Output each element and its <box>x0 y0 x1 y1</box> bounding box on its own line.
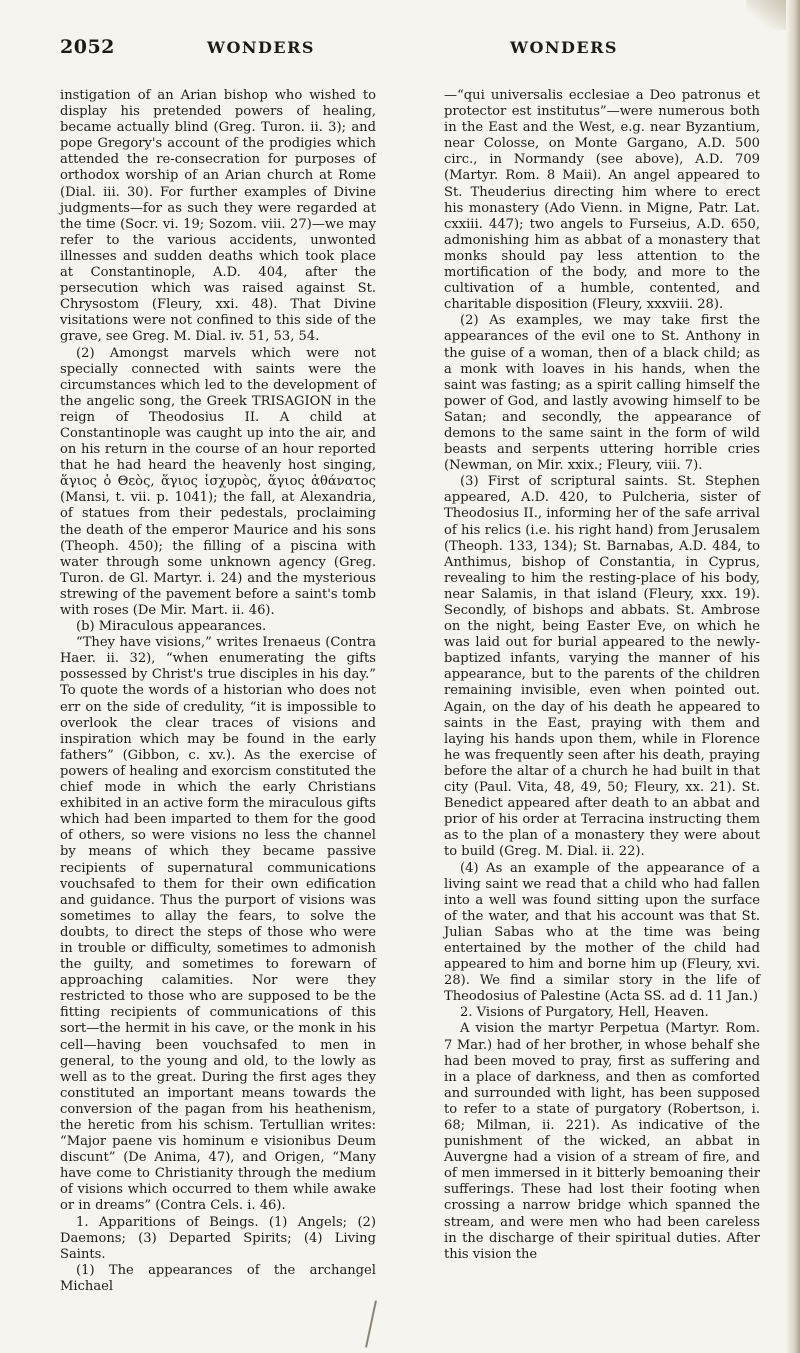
paragraph: A vision the martyr Perpetua (Martyr. Rom. 7 Mar.) had of her brother, in whose behalf she had been moved to pray, first as suffering and in a place of darkness, and then as comforted and surrounded with light, has been supposed to refer to a state of purgatory (Robertson, i. 68; Milman, ii. 221). As indicative of the punishment of the wicked, an abbat in Auvergne had a vision of a stream of fire, and of men immersed in it bitterly bemoaning their sufferings. These had lost their footing when crossing a narrow bridge which spanned the stream, and were men who had been careless in the discharge of their spiritual duties. After this vision the <box>444 1021 760 1262</box>
paragraph: (2) As examples, we may take first the appearances of the evil one to St. Anthony in the guise of a woman, then of a black child; as a monk with loaves in his hands, when the saint was fasting; as a spirit calling himself the power of God, and lastly avowing himself to be Satan; and secondly, the appearance of demons to the same saint in the form of wild beasts and serpents uttering horrible cries (Newman, on Mir. xxix.; Fleury, viii. 7). <box>444 313 760 474</box>
paragraph: (3) First of scriptural saints. St. Stephen appeared, A.D. 420, to Pulcheria, sister of Theodosius II., informing her of the safe arrival of his relics (i.e. his right hand) from Jerusalem (Theoph. 133, 134); St. Barnabas, A.D. 484, to Anthimus, bishop of Constantia, in Cyprus, revealing to him the resting-place of his body, near Salamis, in that island (Fleury, xxx. 19). Secondly, of bishops and abbats. St. Ambrose on the night, being Easter Eve, on which he was laid out for burial appeared to the newly-baptized infants, varying the manner of his appearance, but to the parents of the children remaining invisible, even when pointed out. Again, on the day of his death he appeared to saints in the East, praying with them and laying his hands upon them, while in Florence he was frequently seen after his death, praying before the altar of a church he had built in that city (Paul. Vita, 48, 49, 50; Fleury, xx. 21). St. Benedict appeared after death to an abbat and prior of his order at Terracina instructing them as to the plan of a monastery they were about to build (Greg. M. Dial. ii. 22). <box>444 474 760 860</box>
paragraph: (1) The appearances of the archangel Michael <box>60 1262 376 1294</box>
paragraph: (4) As an example of the appearance of a living saint we read that a child who had fallen into a well was found sitting upon the surface of the water, and that his account was that St. Julian Sabas who at the time was being entertained by the mother of the child had appeared to him and borne him up (Fleury, xvi. 28). We find a similar story in the life of Theodosius of Palestine (Acta SS. ad d. 11 Jan.) <box>444 860 760 1005</box>
page-edge-shadow <box>786 0 800 1353</box>
running-head-left: WONDERS <box>207 38 315 57</box>
left-column <box>60 88 376 1295</box>
paragraph: “They have visions,” writes Irenaeus (Contra Haer. ii. 32), “when enumerating the gifts possessed by Christ's true disciples in his day.” To quote the words of a historian who does not err on the side of credulity, “it is impossible to overlook the clear traces of visions and inspiration which may be found in the early fathers” (Gibbon, c. xv.). As the exercise of powers of healing and exorcism constituted the chief mode in which the early Christians exhibited in an active form the miraculous gifts which had been imparted to them for the good of others, so were visions no less the channel by means of which they became passive recipients of supernatural communications vouchsafed to them for their own edification and guidance. Thus the purport of visions was sometimes to allay the fears, to solve the doubts, to direct the steps of those who were in trouble or difficulty, sometimes to admonish the guilty, and sometimes to forewarn of approaching calamities. Nor were they restricted to those who are supposed to be the fitting recipients of communications of this sort—the hermit in his cave, or the monk in his cell—having been vouchsafed to men in general, to the young and old, to the lowly as well as to the great. During the first ages they constituted an important means towards the conversion of the pagan from his heathenism, the heretic from his schism. Tertullian writes: “Major paene vis hominum e visionibus Deum discunt” (De Anima, 47), and Origen, “Many have come to Christianity through the medium of visions which occurred to them while awake or in dreams” (Contra Cels. i. 46). <box>60 635 376 1214</box>
subheading: (b) Miraculous appearances. <box>76 619 267 635</box>
paragraph: (2) Amongst marvels which were not specially connected with saints were the circumstances which led to the development of the angelic song, the Greek TRISAGION in the reign of Theodosius II. A child at Constantinople was caught up into the air, and on his return in the course of an hour reported that he had heard the heavenly host singing, ἅγιος ὁ Θεὸς, ἅγιος ἰσχυρὸς, ἅγιος ἀθάνατος (Mansi, t. vii. p. 1041); the fall, at Alexandria, of statues from their pedestals, proclaiming the death of the emperor Maurice and his sons (Theoph. 450); the filling of a piscina with water through some unknown agency (Greg. Turon. de Gl. Martyr. i. 24) and the mysterious strewing of the pavement before a saint's tomb with roses (De Mir. Mart. ii. 46). <box>60 345 376 618</box>
section-heading: 2. Visions of Purgatory, Hell, Heaven. <box>460 1005 709 1021</box>
section-heading: 1. Apparitions of Beings. (1) Angels; (2) Daemons; (3) Departed Spirits; (4) Living Saints. <box>60 1214 376 1262</box>
page-header <box>60 36 760 60</box>
right-column <box>444 88 760 1263</box>
paragraph: instigation of an Arian bishop who wished to display his pretended powers of healing, became actually blind (Greg. Turon. ii. 3); and pope Gregory's account of the prodigies which attended the re-consecration for purposes of orthodox worship of an Arian church at Rome (Dial. iii. 30). For further examples of Divine judgments—for as such they were regarded at the time (Socr. vi. 19; Sozom. viii. 27)—we may refer to the various accidents, unwonted illnesses and sudden deaths which took place at Constantinople, A.D. 404, after the persecution which was raised against St. Chrysostom (Fleury, xxi. 48). That Divine visitations were not confined to this side of the grave, see Greg. M. Dial. iv. 51, 53, 54. <box>60 88 376 345</box>
running-head-right: WONDERS <box>510 38 618 57</box>
page-scratch-mark <box>365 1300 377 1347</box>
page-fold-shadow <box>746 0 786 30</box>
page-number: 2052 <box>60 36 115 58</box>
paragraph: —“qui universalis ecclesiae a Deo patronus et protector est institutus”—were numerous both in the East and the West, e.g. near Byzantium, near Colosse, on Monte Gargano, A.D. 500 circ., in Normandy (see above), A.D. 709 (Martyr. Rom. 8 Maii). An angel appeared to St. Theuderius directing him where to erect his monastery (Ado Vienn. in Migne, Patr. Lat. cxxiii. 447); two angels to Furseius, A.D. 650, admonishing him as abbat of a monastery that monks should pay less attention to the mortification of the body, and more to the cultivation of a humble, contented, and charitable disposition (Fleury, xxxviii. 28). <box>444 88 760 313</box>
